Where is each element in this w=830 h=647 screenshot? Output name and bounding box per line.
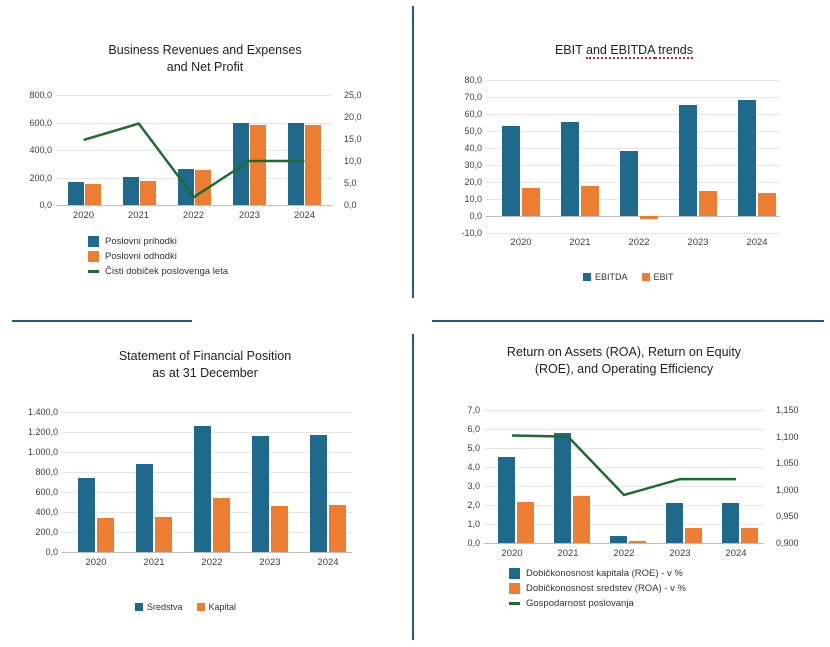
y-tick: 70,0 (464, 92, 482, 102)
y-tick: 60,0 (464, 109, 482, 119)
chart-ebit-title-mid: and EBITDA (586, 43, 655, 57)
gridline (486, 114, 780, 115)
x-axis-line (486, 216, 780, 217)
y-right-tick: 15,0 (344, 134, 362, 144)
legend-swatch-orange (642, 273, 650, 281)
legend-swatch-orange (509, 583, 520, 594)
y-left-tick: 600,0 (29, 117, 52, 128)
bar-kapital-2021 (155, 517, 172, 553)
legend-label: Poslovni prihodki (105, 236, 177, 247)
x-label-2020: 2020 (510, 237, 532, 248)
chart-financial-position (0, 330, 410, 647)
bar-ebit-2023 (699, 191, 717, 216)
divider-horizontal-left (12, 320, 192, 322)
x-label-2020: 2020 (72, 210, 95, 221)
gridline (486, 80, 780, 81)
gridline (486, 131, 780, 132)
chart-financial-position-legend (135, 602, 250, 612)
y-right-tick: 0,900 (776, 538, 799, 548)
gridline (486, 233, 780, 234)
legend-label: Dobičkonosnost sredstev (ROA) - v % (526, 583, 686, 594)
legend-swatch-line (88, 270, 99, 273)
chart-roa-roe (418, 330, 830, 647)
x-label-2022: 2022 (201, 557, 223, 568)
legend-label: Dobičkonosnost kapitala (ROE) - v % (526, 568, 683, 579)
y-left-tick: 0,0 (39, 200, 52, 210)
legend-item-kapital[interactable] (197, 602, 237, 612)
chart-financial-position-title-line2: as at 31 December (152, 365, 258, 380)
x-label-2022: 2022 (613, 548, 635, 559)
bar-ebitda-2022 (620, 151, 638, 217)
x-label-2023: 2023 (669, 548, 691, 559)
legend-item-cisti-dobicek[interactable] (88, 266, 228, 277)
legend-label: Gospodarnost poslovanja (526, 598, 634, 609)
legend-item-roe[interactable] (509, 568, 686, 579)
net-profit-line (56, 95, 332, 205)
y-tick: 1.200,0 (27, 427, 58, 437)
y-left-tick: 200,0 (29, 172, 52, 183)
x-label-2024: 2024 (293, 210, 316, 221)
divider-horizontal-right (432, 320, 824, 322)
bar-ebitda-2021 (561, 122, 579, 216)
x-label-2024: 2024 (317, 557, 339, 568)
y-left-tick: 400,0 (29, 145, 52, 155)
chart-revenues-title-line1: Business Revenues and Expenses (108, 43, 302, 57)
legend-item-gospodarnost[interactable] (509, 598, 686, 609)
x-label-2023: 2023 (238, 210, 261, 221)
bar-sredstva-2021 (136, 464, 153, 552)
bar-sredstva-2023 (252, 436, 269, 552)
x-label-2020: 2020 (85, 557, 107, 568)
gridline (486, 148, 780, 149)
x-label-2021: 2021 (557, 548, 579, 559)
legend-item-ebit[interactable] (642, 272, 674, 282)
y-tick: 400,0 (35, 507, 58, 517)
chart-roa-roe-title-line2: (ROE), and Operating Efficiency (534, 361, 714, 376)
legend-swatch-blue (583, 273, 591, 281)
legend-label: Sredstva (147, 602, 183, 612)
y-tick: 40,0 (464, 143, 482, 153)
divider-vertical-bottom (412, 334, 414, 640)
y-right-tick: 1,150 (776, 405, 799, 415)
bar-kapital-2022 (213, 498, 230, 553)
legend-label: Poslovni odhodki (105, 251, 177, 262)
y-tick: -10,0 (461, 228, 482, 238)
y-right-tick: 1,050 (776, 458, 799, 469)
chart-financial-position-plot (27, 407, 352, 568)
legend-label: Čisti dobiček poslovenga leta (105, 266, 229, 277)
x-label-2021: 2021 (143, 557, 165, 568)
chart-revenues-legend (88, 236, 228, 281)
y-left-tick: 1,0 (467, 519, 480, 529)
legend-item-ebitda[interactable] (583, 272, 628, 282)
legend-swatch-line (509, 602, 520, 605)
y-right-tick: 10,0 (344, 156, 362, 166)
bar-ebitda-2024 (738, 100, 756, 217)
legend-label: Kapital (208, 602, 237, 612)
bar-ebitda-2020 (502, 126, 520, 216)
y-left-tick: 4,0 (467, 462, 480, 472)
x-label-2021: 2021 (127, 210, 150, 221)
y-right-tick: 0,0 (344, 200, 357, 210)
x-label-2020: 2020 (501, 548, 523, 559)
legend-label: EBIT (653, 272, 674, 282)
legend-item-roa[interactable] (509, 583, 686, 594)
y-right-tick: 0,950 (776, 511, 799, 522)
y-right-tick: 1,000 (776, 484, 799, 495)
y-tick: 30,0 (464, 160, 482, 170)
y-tick: 10,0 (464, 194, 482, 204)
x-label-2021: 2021 (569, 237, 591, 248)
chart-ebit-title-pre: EBIT (554, 43, 586, 57)
y-left-tick: 7,0 (467, 405, 480, 415)
y-tick: 0,0 (469, 211, 482, 221)
chart-revenues-title-line2: and Net Profit (166, 59, 244, 74)
bar-sredstva-2020 (78, 478, 95, 553)
gridline (486, 97, 780, 98)
chart-ebit-title (418, 42, 830, 59)
chart-revenues (0, 0, 410, 310)
x-label-2022: 2022 (628, 237, 650, 248)
legend-item-poslovni-prihodki[interactable] (88, 236, 228, 247)
chart-roa-roe-title-line1: Return on Assets (ROA), Return on Equity (506, 345, 742, 359)
chart-revenues-plot (29, 90, 362, 221)
y-right-tick: 25,0 (344, 90, 362, 100)
legend-item-sredstva[interactable] (135, 602, 183, 612)
y-tick: 0,0 (45, 547, 58, 557)
y-right-tick: 20,0 (344, 112, 362, 122)
y-tick: 1.400,0 (27, 407, 58, 417)
bar-ebit-2022 (640, 216, 658, 219)
x-axis-line (484, 543, 764, 544)
chart-ebit-title-post: trends (654, 43, 694, 57)
bar-kapital-2020 (97, 518, 114, 553)
y-left-tick: 800,0 (29, 90, 52, 100)
bar-sredstva-2022 (194, 426, 211, 553)
divider-vertical-top (412, 6, 414, 298)
y-left-tick: 6,0 (467, 424, 480, 434)
legend-label: EBITDA (595, 272, 628, 282)
x-axis-line (62, 552, 352, 553)
legend-swatch-blue (88, 236, 99, 247)
y-tick: 20,0 (464, 177, 482, 187)
y-left-tick: 2,0 (467, 500, 480, 510)
chart-financial-position-title-line1: Statement of Financial Position (118, 349, 292, 363)
y-right-tick: 5,0 (344, 178, 357, 188)
chart-ebit-plot (461, 75, 780, 248)
x-axis-line (56, 205, 332, 206)
bar-ebit-2024 (758, 193, 776, 216)
chart-ebit-legend (583, 272, 688, 282)
bar-kapital-2023 (271, 506, 288, 553)
x-label-2023: 2023 (687, 237, 709, 248)
y-left-tick: 0,0 (467, 538, 480, 548)
x-label-2023: 2023 (259, 557, 281, 568)
legend-item-poslovni-odhodki[interactable] (88, 251, 228, 262)
y-right-tick: 1,100 (776, 431, 799, 442)
operating-efficiency-line (484, 410, 764, 543)
chart-roa-roe-plot (467, 405, 799, 559)
bar-kapital-2024 (329, 505, 346, 553)
y-left-tick: 5,0 (467, 443, 480, 453)
chart-revenues-title (0, 42, 410, 76)
bar-ebit-2020 (522, 188, 540, 216)
gridline (62, 412, 352, 413)
x-label-2022: 2022 (182, 210, 205, 221)
legend-swatch-orange (197, 603, 205, 611)
bar-sredstva-2024 (310, 435, 327, 552)
legend-swatch-blue (509, 568, 520, 579)
chart-ebit (418, 0, 830, 310)
y-tick: 80,0 (464, 75, 482, 85)
chart-roa-roe-legend (509, 568, 686, 613)
x-label-2024: 2024 (746, 237, 768, 248)
y-tick: 50,0 (464, 126, 482, 136)
bar-ebitda-2023 (679, 105, 697, 216)
y-tick: 600,0 (35, 487, 58, 497)
legend-swatch-blue (135, 603, 143, 611)
chart-roa-roe-title (418, 344, 830, 378)
y-left-tick: 3,0 (467, 481, 480, 491)
x-label-2024: 2024 (725, 548, 747, 559)
y-tick: 800,0 (35, 467, 58, 477)
legend-swatch-orange (88, 251, 99, 262)
y-tick: 1.000,0 (27, 447, 58, 457)
bar-ebit-2021 (581, 186, 599, 216)
y-tick: 200,0 (35, 527, 58, 537)
chart-financial-position-title (0, 348, 410, 382)
